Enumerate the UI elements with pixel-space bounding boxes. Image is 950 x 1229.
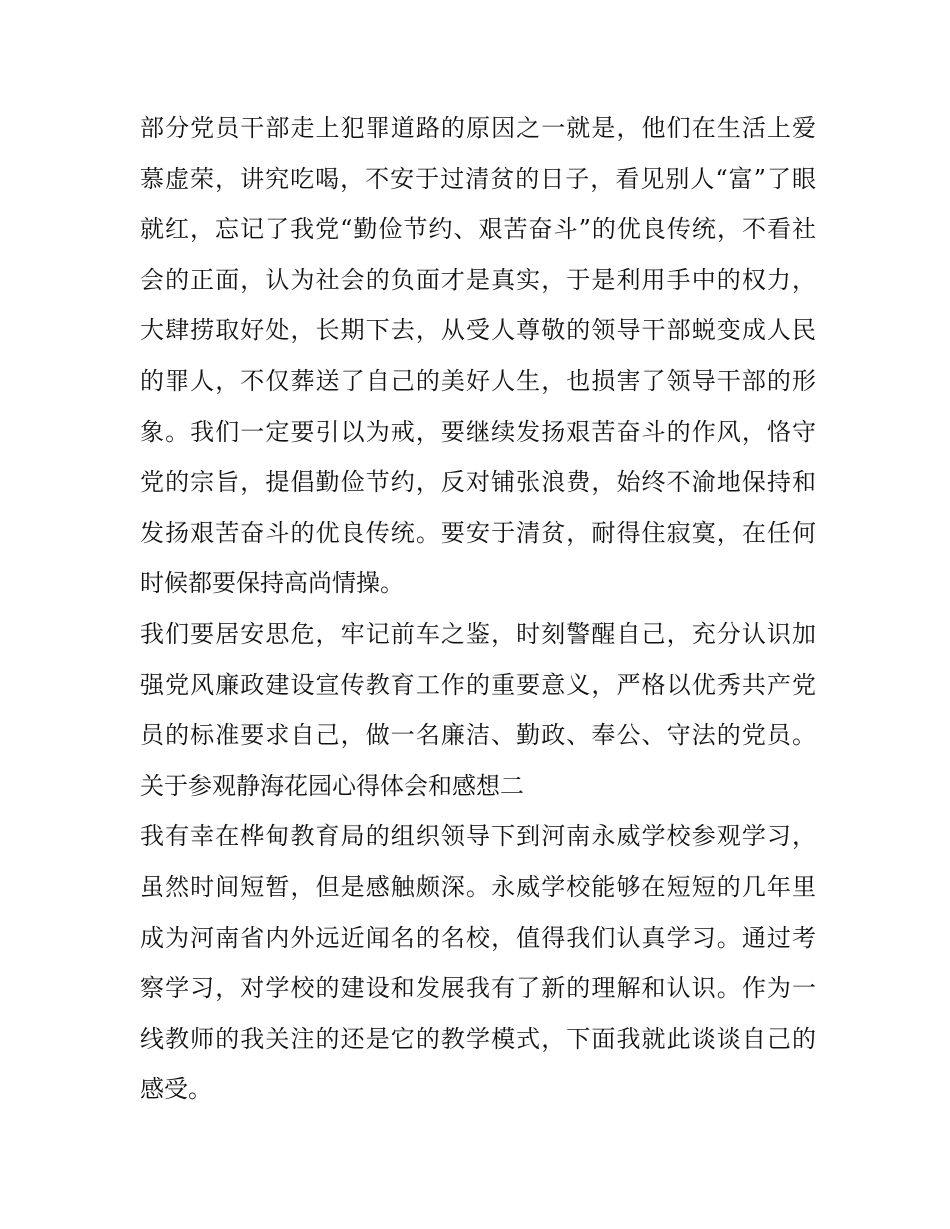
text-line: 员的标准要求自己，做一名廉洁、勤政、奉公、守法的党员。 [140,721,816,750]
text-line: 象。我们一定要引以为戒，要继续发扬艰苦奋斗的作风，恪守 [140,417,816,446]
text-line: 虽然时间短暂，但是感触颇深。永威学校能够在短短的几年里 [140,872,816,901]
paragraph-2 [140,609,816,761]
text-line: 会的正面，认为社会的负面才是真实，于是利用手中的权力， [140,265,816,294]
paragraph-3 [140,811,816,1115]
text-line: 慕虚荣，讲究吃喝，不安于过清贫的日子，看见别人“富”了眼 [140,164,816,193]
heading-text: 关于参观静海花园心得体会和感想二 [140,771,524,800]
text-line: 感受。 [140,1075,212,1104]
text-line: 大肆捞取好处，长期下去，从受人尊敬的领导干部蜕变成人民 [140,316,816,345]
text-line: 我们要居安思危，牢记前车之鉴，时刻警醒自己，充分认识加 [140,619,816,648]
text-line: 就红，忘记了我党“勤俭节约、艰苦奋斗”的优良传统，不看社 [140,215,816,244]
text-line: 的罪人，不仅葬送了自己的美好人生，也损害了领导干部的形 [140,366,816,395]
text-line: 成为河南省内外远近闻名的名校，值得我们认真学习。通过考 [140,923,816,952]
text-line: 时候都要保持高尚情操。 [140,569,404,598]
text-line: 发扬艰苦奋斗的优良传统。要安于清贫，耐得住寂寞，在任何 [140,518,816,547]
document-body [140,103,816,1115]
text-line: 线教师的我关注的还是它的教学模式，下面我就此谈谈自己的 [140,1024,816,1053]
text-line: 部分党员干部走上犯罪道路的原因之一就是，他们在生活上爱 [140,114,816,142]
text-line: 察学习，对学校的建设和发展我有了新的理解和认识。作为一 [140,974,816,1003]
text-line: 我有幸在桦甸教育局的组织领导下到河南永威学校参观学习， [140,822,816,851]
section-heading [140,761,816,812]
paragraph-1 [140,103,816,609]
text-line: 强党风廉政建设宣传教育工作的重要意义，严格以优秀共产党 [140,670,816,699]
text-line: 党的宗旨，提倡勤俭节约，反对铺张浪费，始终不渝地保持和 [140,468,816,497]
